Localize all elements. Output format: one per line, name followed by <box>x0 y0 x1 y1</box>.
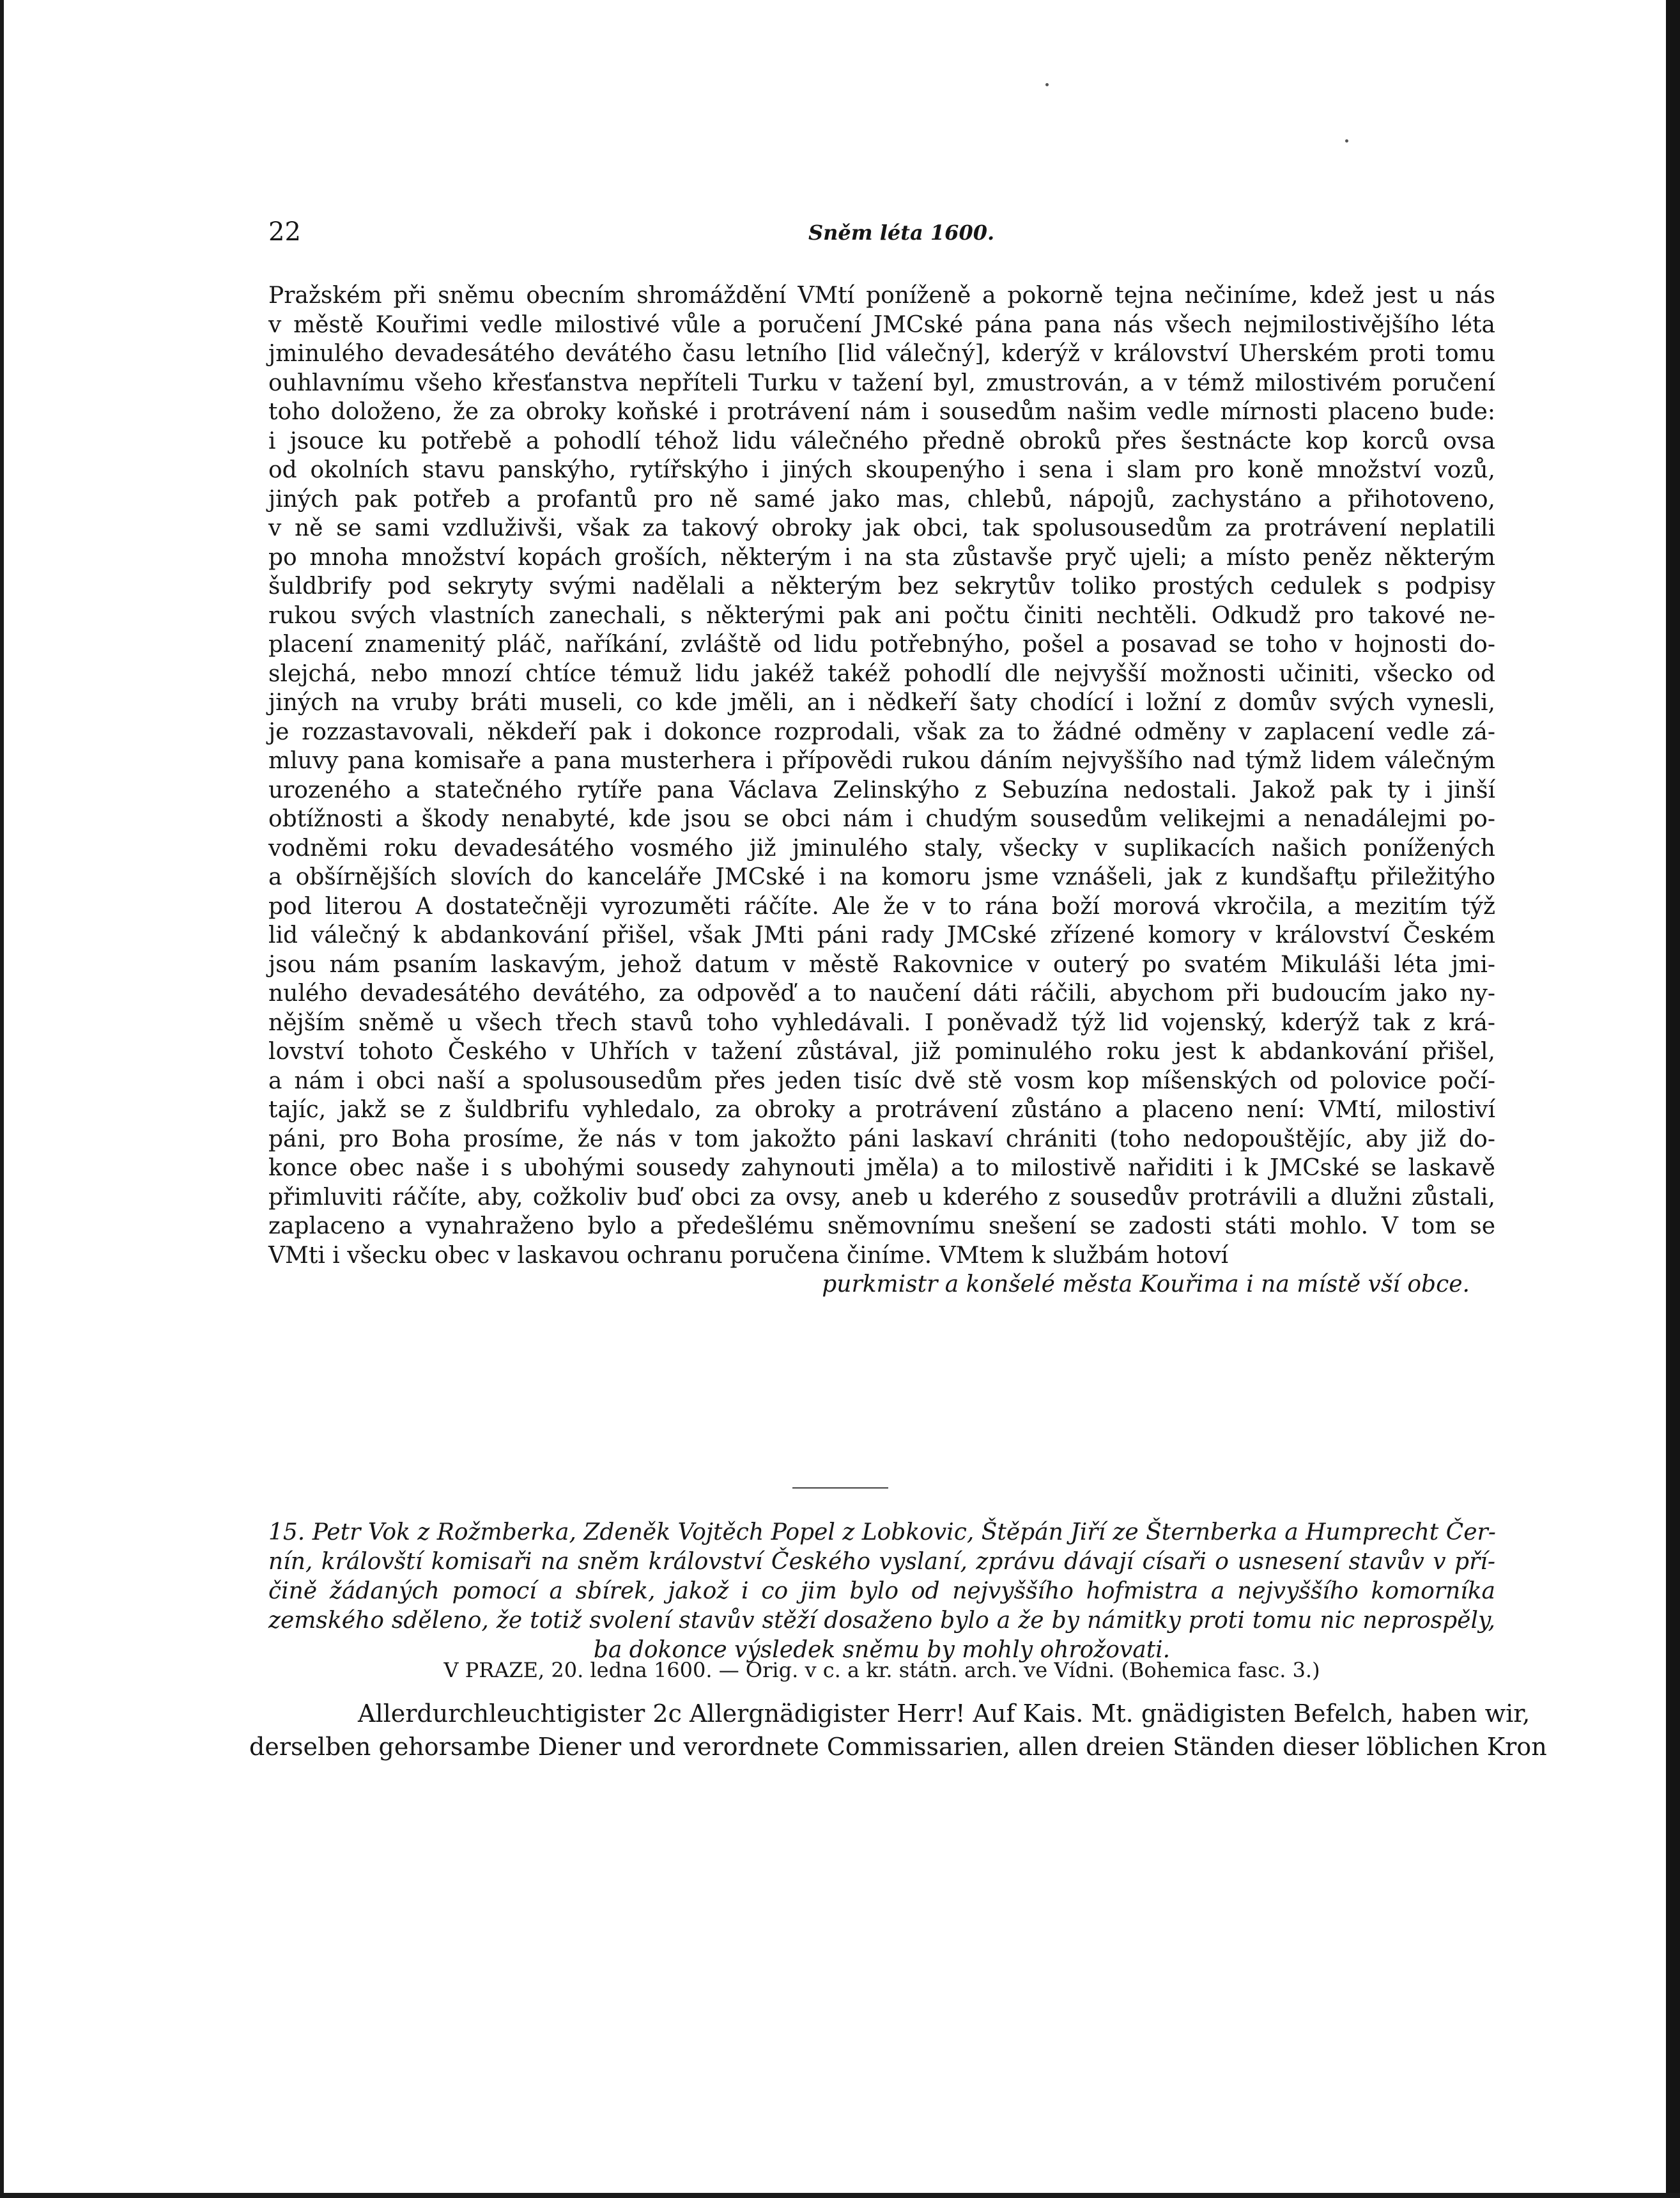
regest-line: ba dokonce výsledek sněmu by mohly ohrožovati. <box>593 1637 1171 1663</box>
letter-line: konce obec naše i s ubohými sousedy zahynouti jměla) a to milostivě nařiditi i k JMCské se laskavě <box>268 1155 1495 1181</box>
scan-edge-left <box>0 0 4 2198</box>
regest-line: nín, královští komisaři na sněm království Českého vyslaní, zprávu dávají císaři o usnesení stavův v pří- <box>268 1549 1495 1575</box>
letter-line: nějším sněmě u všech třech stavů toho vyhledávali. I poněvadž týž lid vojenský, kderýž tak z krá- <box>268 1009 1495 1036</box>
letter-line: i jsouce ku potřebě a pohodlí téhož lidu válečného předně obroků přes šestnácte kop korců ovsa <box>268 428 1495 454</box>
letter-line: přimluviti ráčíte, aby, cožkoliv buď obci za ovsy, aneb u kderého z sousedův protrávili a dlužni zůstali, <box>268 1184 1495 1211</box>
letter-line: urozeného a statečného rytíře pana Václava Zelinskýho z Sebuzína nedostali. Jakož pak ty i jinší <box>268 777 1495 803</box>
german-line: derselben gehorsambe Diener und verordnete Commissarien, allen dreien Ständen dieser löblichen Kron <box>249 1733 1547 1761</box>
letter-line: nulého devadesátého devátého, za odpověď a to naučení dáti ráčili, abychom při budoucím jako ny- <box>268 980 1495 1007</box>
regest-summary <box>268 1518 1495 1665</box>
letter-line: lovství tohoto Českého v Uhřích v tažení zůstával, již pominulého roku jest k abdankování přišel, <box>268 1039 1495 1065</box>
letter-line: jiných na vruby bráti museli, co kde jměli, an i nědkeří šaty chodící i ložní z domův svých vynesli, <box>268 690 1495 716</box>
letter-line: jminulého devadesátého devátého času letního [lid válečný], kderýž v království Uherském proti tomu <box>268 341 1495 367</box>
regest-line: čině žádaných pomocí a sbírek, jakož i co jim bylo od nejvyššího hofmistra a nejvyššího komorníka <box>268 1578 1495 1604</box>
letter-body <box>268 281 1495 1299</box>
letter-line: v ně se sami vzdluživši, však za takový obroky jak obci, tak spolusousedům za protrávení neplatili <box>268 515 1495 541</box>
letter-line: tajíc, jakž se z šuldbrifu vyhledalo, za obroky a protrávení zůstáno a placeno není: VMtí, milostiví <box>268 1097 1495 1123</box>
regest-line: 15. Petr Vok z Rožmberka, Zdeněk Vojtěch Popel z Lobkovic, Štěpán Jiří ze Šternberka a Humprecht Čer- <box>268 1519 1496 1545</box>
letter-line: ouhlavnímu všeho křesťanstva nepříteli Turku v tažení byl, zmustrován, a v témž milostivém poručení <box>268 369 1495 396</box>
letter-line: rukou svých vlastních zanechali, s některými pak ani počtu činiti nechtěli. Odkudž pro takové ne- <box>268 602 1495 629</box>
letter-line: Pražském při sněmu obecním shromáždění VMtí poníženě a pokorně tejna nečiníme, kdež jest u nás <box>268 282 1495 309</box>
letter-line: jsou nám psaním laskavým, jehož datum v městě Rakovnice v outerý po svatém Mikuláši léta jmi- <box>268 951 1495 978</box>
running-head: Sněm léta 1600. <box>808 221 995 245</box>
scan-speck <box>1345 139 1348 143</box>
letter-line: jiných pak potřeb a profantů pro ně samé jako mas, chlebů, nápojů, zachystáno a přihotoveno, <box>268 486 1495 513</box>
letter-signature: purkmistr a konšelé města Kouřima i na místě vší obce. <box>822 1271 1470 1297</box>
letter-line: toho doloženo, že za obroky koňské i protrávení nám i sousedům našim vedle mírnosti placeno bude: <box>268 399 1495 425</box>
page-number: 22 <box>268 217 301 247</box>
letter-line: mluvy pana komisaře a pana musterhera i přípovědi rukou dáním nejvyššího nad týmž lidem válečným <box>268 748 1495 774</box>
letter-line: je rozzastavovali, někdeří pak i dokonce rozprodali, však za to žádné odměny v zaplacení vedle zá- <box>268 718 1495 745</box>
letter-line: pod literou A dostatečněji vyrozuměti ráčíte. Ale že v to rána boží morová vkročila, a mezitím týž <box>268 893 1495 920</box>
letter-line: v městě Kouřimi vedle milostivé vůle a poručení JMCské pána pana nás všech nejmilostivějšího léta <box>268 311 1495 338</box>
letter-line: od okolních stavu panskýho, rytířskýho i jiných skoupenýho i sena i slam pro koně množství vozů, <box>268 457 1495 483</box>
letter-line: slejchá, nebo mnozí chtíce témuž lidu jakéž takéž pohodlí dle nejvyšší možnosti učiniti, všecko od <box>268 660 1495 687</box>
german-line: Allerdurchleuchtigister 2c Allergnädigister Herr! Auf Kais. Mt. gnädigisten Befelch, haben wir, <box>358 1699 1530 1728</box>
letter-line: a nám i obci naší a spolusousedům přes jeden tisíc dvě stě vosm kop míšenských od polovice počí- <box>268 1067 1495 1094</box>
letter-line: obtížnosti a škody nenabyté, kde jsou se obci nám i chudým sousedům velikejmi a nenadálejmi po- <box>268 806 1495 832</box>
letter-line: vodněmi roku devadesátého vosmého již jminulého staly, všecky v suplikacích našich ponížených <box>268 835 1495 862</box>
letter-line: po mnoha množství kopách groších, některým i na sta zůstavše pryč ujeli; a místo peněz některým <box>268 544 1495 571</box>
german-text <box>249 1697 1547 1763</box>
letter-line: šuldbrify pod sekryty svými nadělali a některým bez sekrytův toliko prostých cedulek s podpisy <box>268 573 1495 600</box>
regest-line: zemského sděleno, že totiž svolení stavův stěží dosaženo bylo a že by námitky proti tomu nic neprospěly, <box>268 1607 1495 1634</box>
letter-line: VMti i všecku obec v laskavou ochranu poručena činíme. VMtem k službám hotoví <box>268 1242 1229 1269</box>
scan-edge-right <box>1666 0 1680 2198</box>
letter-line: zaplaceno a vynahraženo bylo a předešlému sněmovnímu snešení se zadosti státi mohlo. V tom se <box>268 1213 1495 1239</box>
letter-line: páni, pro Boha prosíme, že nás v tom jakožto páni laskaví chrániti (toho nedopouštějíc, aby již do- <box>268 1126 1495 1152</box>
scan-speck <box>1045 83 1049 86</box>
letter-line: a obšírnějších slovích do kanceláře JMCské i na komoru jsme vznášeli, jak z kundšaftu přiležitýho <box>268 864 1495 890</box>
letter-line: placení znamenitý pláč, naříkání, zvláště od lidu potřebnýho, pošel a posavad se toho v hojnosti do- <box>268 631 1495 658</box>
dating-line: V PRAZE, 20. ledna 1600. — Orig. v c. a kr. státn. arch. ve Vídni. (Bohemica fasc. 3.) <box>443 1658 1320 1682</box>
scan-edge-bottom <box>0 2193 1680 2198</box>
letter-line: lid válečný k abdankování přišel, však JMti páni rady JMCské zřízené komory v království Českém <box>268 922 1495 948</box>
section-separator <box>792 1487 888 1489</box>
